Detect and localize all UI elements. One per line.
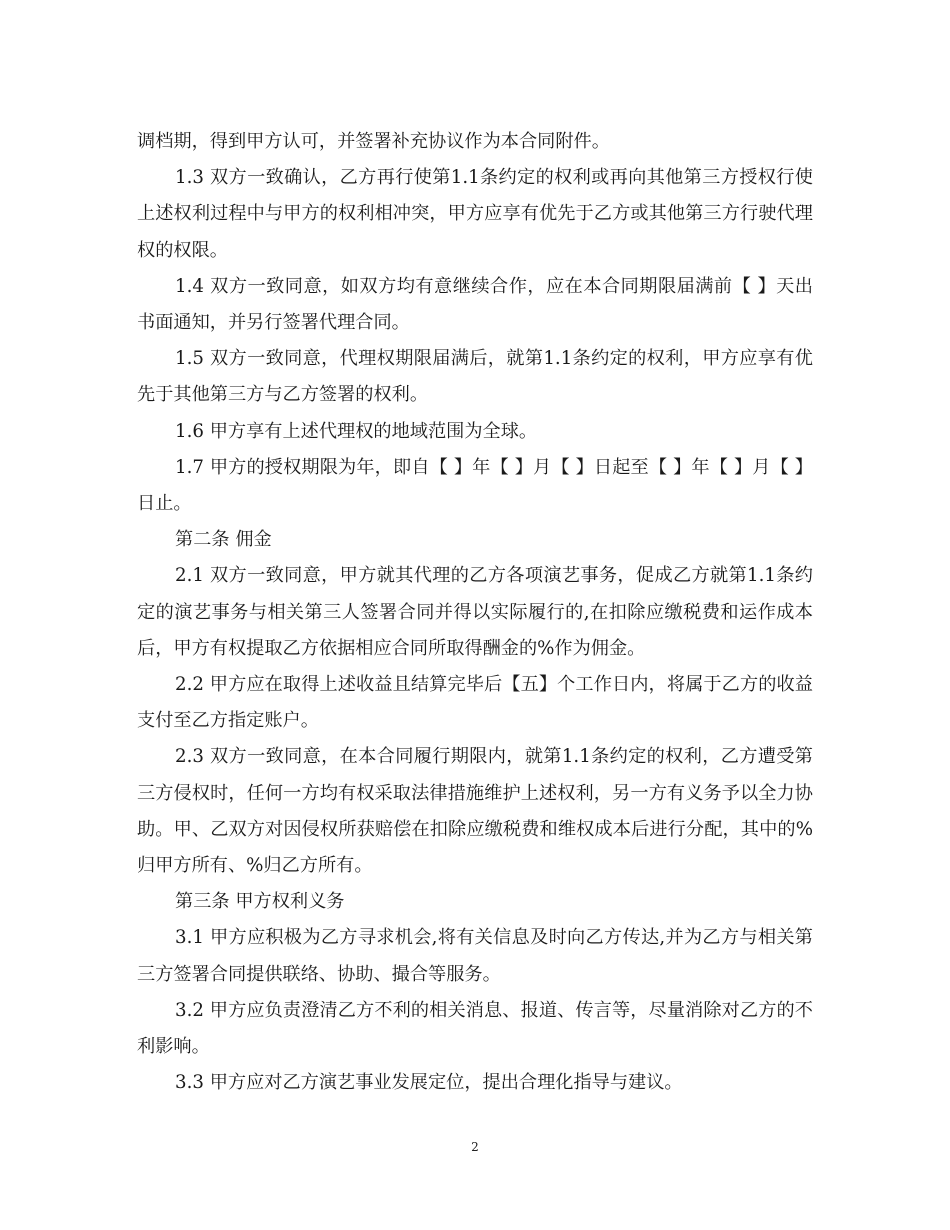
clause-3-2: 3.2 甲方应负责澄清乙方不利的相关消息、报道、传言等，尽量消除对乙方的不利影响。 (137, 999, 813, 1058)
clause-2-3: 2.3 双方一致同意，在本合同履行期限内，就第1.1条约定的权利，乙方遭受第三方侵权时，任何一方均有权采取法律措施维护上述权利，另一方有义务予以全力协助。甲、乙双方对因侵权所获赔偿在扣除应缴税费和维权成本后进行分配，其中的%归甲方所有、%归乙方所有。 (137, 746, 813, 877)
clause-2-1: 2.1 双方一致同意，甲方就其代理的乙方各项演艺事务，促成乙方就第1.1条约定的演艺事务与相关第三人签署合同并得以实际履行的,在扣除应缴税费和运作成本后，甲方有权提取乙方依据相应合同所取得酬金的%作为佣金。 (137, 565, 813, 659)
clause-1-7: 1.7 甲方的授权期限为年，即自【 】年【 】月【 】日起至【 】年【 】月【 】日止。 (137, 456, 813, 515)
document-body (137, 124, 813, 1101)
article-2-heading: 第二条 佣金 (175, 529, 272, 551)
clause-1-5: 1.5 双方一致同意，代理权期限届满后，就第1.1条约定的权利，甲方应享有优先于其他第三方与乙方签署的权利。 (137, 348, 813, 406)
page-number: 2 (471, 1140, 479, 1154)
clause-1-6: 1.6 甲方享有上述代理权的地域范围为全球。 (175, 420, 538, 442)
clause-1-3: 1.3 双方一致确认，乙方再行使第1.1条约定的权利或再向其他第三方授权行使上述权利过程中与甲方的权利相冲突，甲方应享有优先于乙方或其他第三方行驶代理权的权限。 (137, 167, 813, 261)
clause-2-2: 2.2 甲方应在取得上述收益且结算完毕后【五】个工作日内，将属于乙方的收益支付至乙方指定账户。 (137, 674, 813, 732)
clause-3-1: 3.1 甲方应积极为乙方寻求机会,将有关信息及时向乙方传达,并为乙方与相关第三方签署合同提供联络、协助、撮合等服务。 (137, 927, 813, 985)
clause-1-4: 1.4 双方一致同意，如双方均有意继续合作，应在本合同期限届满前【 】天出书面通知，并另行签署代理合同。 (137, 275, 813, 334)
clause-3-3: 3.3 甲方应对乙方演艺事业发展定位，提出合理化指导与建议。 (175, 1072, 683, 1094)
article-3-heading: 第三条 甲方权利义务 (175, 891, 345, 913)
paragraph-continuation: 调档期，得到甲方认可，并签署补充协议作为本合同附件。 (137, 131, 610, 152)
